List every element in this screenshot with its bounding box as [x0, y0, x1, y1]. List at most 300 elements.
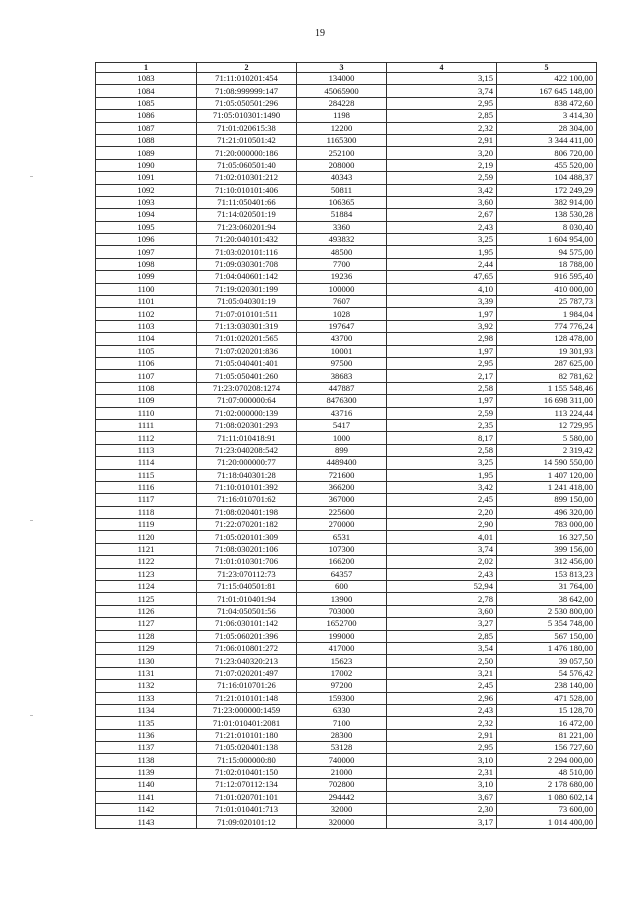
- table-cell: 5417: [297, 419, 387, 431]
- table-cell: 153 813,23: [497, 568, 597, 580]
- table-cell: 366200: [297, 481, 387, 493]
- table-row: [96, 605, 597, 617]
- column-header: 5: [497, 63, 597, 73]
- table-cell: 1,97: [387, 395, 497, 407]
- table-cell: 447887: [297, 382, 387, 394]
- table-cell: 3 414,30: [497, 110, 597, 122]
- table-row: [96, 370, 597, 382]
- table-cell: 1 984,04: [497, 308, 597, 320]
- table-cell: 2,91: [387, 134, 497, 146]
- table-cell: 6330: [297, 704, 387, 716]
- table-cell: 71:13:030301:319: [197, 320, 297, 332]
- table-cell: 1128: [96, 630, 197, 642]
- table-cell: 1116: [96, 481, 197, 493]
- table-cell: 367000: [297, 494, 387, 506]
- table-cell: 3,20: [387, 147, 497, 159]
- table-cell: 48500: [297, 246, 387, 258]
- table-cell: 71:16:010701:26: [197, 680, 297, 692]
- table-cell: 71:10:010101:392: [197, 481, 297, 493]
- table-cell: 455 520,00: [497, 159, 597, 171]
- table-cell: 2,58: [387, 382, 497, 394]
- table-cell: 3,74: [387, 85, 497, 97]
- table-cell: 2,43: [387, 704, 497, 716]
- table-cell: 43716: [297, 407, 387, 419]
- table-cell: 159300: [297, 692, 387, 704]
- table-cell: 31 764,00: [497, 581, 597, 593]
- table-cell: 410 000,00: [497, 283, 597, 295]
- table-cell: 2,32: [387, 717, 497, 729]
- table-cell: 3,15: [387, 73, 497, 85]
- table-cell: 4,10: [387, 283, 497, 295]
- table-cell: 4,01: [387, 531, 497, 543]
- table-row: [96, 122, 597, 134]
- table-cell: 128 478,00: [497, 333, 597, 345]
- table-cell: 16 472,00: [497, 717, 597, 729]
- table-cell: 2,17: [387, 370, 497, 382]
- table-cell: 71:08:999999:147: [197, 85, 297, 97]
- table-cell: 1 476 180,00: [497, 642, 597, 654]
- table-cell: 106365: [297, 196, 387, 208]
- table-cell: 2,43: [387, 568, 497, 580]
- table-cell: 97500: [297, 357, 387, 369]
- table-cell: 3,74: [387, 543, 497, 555]
- table-cell: 1122: [96, 556, 197, 568]
- table-row: [96, 779, 597, 791]
- table-cell: 1132: [96, 680, 197, 692]
- table-cell: 45065900: [297, 85, 387, 97]
- table-row: [96, 432, 597, 444]
- table-cell: 2,59: [387, 172, 497, 184]
- table-cell: 1091: [96, 172, 197, 184]
- table-row: [96, 110, 597, 122]
- table-row: [96, 531, 597, 543]
- table-cell: 225600: [297, 506, 387, 518]
- table-cell: 3,25: [387, 234, 497, 246]
- table-row: [96, 568, 597, 580]
- table-cell: 71:09:030301:708: [197, 258, 297, 270]
- table-cell: 71:11:010418:91: [197, 432, 297, 444]
- table-cell: 5 354 748,00: [497, 618, 597, 630]
- table-row: [96, 481, 597, 493]
- table-row: [96, 196, 597, 208]
- table-cell: 167 645 148,00: [497, 85, 597, 97]
- scan-mark: [30, 176, 33, 177]
- table-cell: 156 727,60: [497, 742, 597, 754]
- scan-mark: [30, 715, 33, 716]
- table-cell: 71:05:020101:309: [197, 531, 297, 543]
- table-cell: 4489400: [297, 457, 387, 469]
- table-cell: 1141: [96, 791, 197, 803]
- table-cell: 1142: [96, 804, 197, 816]
- table-cell: 270000: [297, 519, 387, 531]
- table-cell: 28 304,00: [497, 122, 597, 134]
- table-cell: 1090: [96, 159, 197, 171]
- table-cell: 71:02:000000:139: [197, 407, 297, 419]
- table-row: [96, 593, 597, 605]
- table-cell: 252100: [297, 147, 387, 159]
- table-cell: 1107: [96, 370, 197, 382]
- table-cell: 382 914,00: [497, 196, 597, 208]
- table-cell: 166200: [297, 556, 387, 568]
- table-cell: 71:15:000000:80: [197, 754, 297, 766]
- table-cell: 54 576,42: [497, 667, 597, 679]
- table-cell: 21000: [297, 766, 387, 778]
- table-cell: 1120: [96, 531, 197, 543]
- table-cell: 2,44: [387, 258, 497, 270]
- table-cell: 197647: [297, 320, 387, 332]
- table-cell: 1101: [96, 296, 197, 308]
- table-row: [96, 766, 597, 778]
- table-cell: 2,32: [387, 122, 497, 134]
- table-cell: 71:14:020501:19: [197, 209, 297, 221]
- table-cell: 600: [297, 581, 387, 593]
- table-cell: 71:01:010401:94: [197, 593, 297, 605]
- table-cell: 1106: [96, 357, 197, 369]
- table-cell: 71:23:000000:1459: [197, 704, 297, 716]
- table-cell: 3,60: [387, 605, 497, 617]
- table-cell: 2,30: [387, 804, 497, 816]
- table-cell: 71:20:040101:432: [197, 234, 297, 246]
- table-header-row: [96, 63, 597, 73]
- table-cell: 71:16:010701:62: [197, 494, 297, 506]
- table-cell: 1092: [96, 184, 197, 196]
- table-cell: 1 080 602,14: [497, 791, 597, 803]
- table-cell: 71:23:040320:213: [197, 655, 297, 667]
- table-row: [96, 221, 597, 233]
- table-cell: 1105: [96, 345, 197, 357]
- table-cell: 1 155 548,46: [497, 382, 597, 394]
- table-cell: 703000: [297, 605, 387, 617]
- table-cell: 2,85: [387, 630, 497, 642]
- table-cell: 16 327,50: [497, 531, 597, 543]
- table-row: [96, 692, 597, 704]
- table-cell: 38 642,00: [497, 593, 597, 605]
- table-cell: 7607: [297, 296, 387, 308]
- table-row: [96, 97, 597, 109]
- table-cell: 1,97: [387, 308, 497, 320]
- table-row: [96, 357, 597, 369]
- table-cell: 2,96: [387, 692, 497, 704]
- table-cell: 71:05:020401:138: [197, 742, 297, 754]
- table-cell: 3,17: [387, 816, 497, 828]
- table-cell: 1112: [96, 432, 197, 444]
- table-cell: 1140: [96, 779, 197, 791]
- table-cell: 1,95: [387, 469, 497, 481]
- table-cell: 1123: [96, 568, 197, 580]
- table-cell: 71:21:010501:42: [197, 134, 297, 146]
- table-cell: 71:05:060501:40: [197, 159, 297, 171]
- table-cell: 71:08:030201:106: [197, 543, 297, 555]
- table-cell: 2,45: [387, 494, 497, 506]
- table-cell: 1 014 400,00: [497, 816, 597, 828]
- table-cell: 838 472,60: [497, 97, 597, 109]
- table-cell: 12 729,95: [497, 419, 597, 431]
- table-cell: 238 140,00: [497, 680, 597, 692]
- table-row: [96, 172, 597, 184]
- table-cell: 71:23:070112:73: [197, 568, 297, 580]
- table-cell: 71:01:020201:565: [197, 333, 297, 345]
- table-cell: 2,45: [387, 680, 497, 692]
- table-row: [96, 469, 597, 481]
- table-cell: 71:02:010401:150: [197, 766, 297, 778]
- table-cell: 2,91: [387, 729, 497, 741]
- table-cell: 71:05:050401:260: [197, 370, 297, 382]
- table-cell: 1110: [96, 407, 197, 419]
- table-row: [96, 407, 597, 419]
- table-cell: 3,54: [387, 642, 497, 654]
- table-cell: 3,67: [387, 791, 497, 803]
- table-cell: 8,17: [387, 432, 497, 444]
- table-cell: 104 488,37: [497, 172, 597, 184]
- table-cell: 1085: [96, 97, 197, 109]
- table-cell: 399 156,00: [497, 543, 597, 555]
- table-cell: 3,21: [387, 667, 497, 679]
- table-cell: 1111: [96, 419, 197, 431]
- table-row: [96, 147, 597, 159]
- table-cell: 71:22:070201:182: [197, 519, 297, 531]
- table-cell: 1198: [297, 110, 387, 122]
- table-row: [96, 543, 597, 555]
- table-row: [96, 234, 597, 246]
- table-cell: 71:18:040301:28: [197, 469, 297, 481]
- table-cell: 3,60: [387, 196, 497, 208]
- table-row: [96, 258, 597, 270]
- table-cell: 25 787,73: [497, 296, 597, 308]
- table-cell: 1089: [96, 147, 197, 159]
- table-cell: 2,59: [387, 407, 497, 419]
- table-cell: 3 344 411,00: [497, 134, 597, 146]
- table-row: [96, 159, 597, 171]
- table-cell: 422 100,00: [497, 73, 597, 85]
- table-row: [96, 581, 597, 593]
- table-cell: 1098: [96, 258, 197, 270]
- table-cell: 2,67: [387, 209, 497, 221]
- table-cell: 740000: [297, 754, 387, 766]
- table-cell: 40343: [297, 172, 387, 184]
- table-cell: 1115: [96, 469, 197, 481]
- table-cell: 12200: [297, 122, 387, 134]
- table-row: [96, 296, 597, 308]
- table-cell: 1143: [96, 816, 197, 828]
- table-cell: 71:15:040501:81: [197, 581, 297, 593]
- table-cell: 47,65: [387, 271, 497, 283]
- table-cell: 1083: [96, 73, 197, 85]
- table-cell: 71:07:010101:511: [197, 308, 297, 320]
- table-row: [96, 134, 597, 146]
- table-cell: 71:08:020301:293: [197, 419, 297, 431]
- table-cell: 71:10:010101:406: [197, 184, 297, 196]
- table-cell: 71:07:020201:836: [197, 345, 297, 357]
- table-cell: 39 057,50: [497, 655, 597, 667]
- table-cell: 1000: [297, 432, 387, 444]
- table-cell: 1127: [96, 618, 197, 630]
- table-cell: 312 456,00: [497, 556, 597, 568]
- table-cell: 71:04:050501:56: [197, 605, 297, 617]
- table-row: [96, 271, 597, 283]
- table-row: [96, 816, 597, 828]
- table-row: [96, 804, 597, 816]
- table-cell: 172 249,29: [497, 184, 597, 196]
- table-cell: 53128: [297, 742, 387, 754]
- table-cell: 1,95: [387, 246, 497, 258]
- table-cell: 113 224,44: [497, 407, 597, 419]
- table-cell: 71:07:020201:497: [197, 667, 297, 679]
- table-cell: 417000: [297, 642, 387, 654]
- table-cell: 1137: [96, 742, 197, 754]
- table-cell: 320000: [297, 816, 387, 828]
- table-cell: 1 241 418,00: [497, 481, 597, 493]
- table-cell: 7100: [297, 717, 387, 729]
- data-table: [95, 62, 597, 829]
- table-row: [96, 320, 597, 332]
- table-cell: 71:11:010201:454: [197, 73, 297, 85]
- table-cell: 17002: [297, 667, 387, 679]
- table-cell: 1131: [96, 667, 197, 679]
- table-cell: 71:06:010801:272: [197, 642, 297, 654]
- table-cell: 1 407 120,00: [497, 469, 597, 481]
- table-cell: 1139: [96, 766, 197, 778]
- table-cell: 43700: [297, 333, 387, 345]
- table-cell: 32000: [297, 804, 387, 816]
- table-cell: 3,10: [387, 754, 497, 766]
- page-number: 19: [315, 28, 325, 39]
- table-cell: 73 600,00: [497, 804, 597, 816]
- table-row: [96, 680, 597, 692]
- table-cell: 2,95: [387, 742, 497, 754]
- table-cell: 107300: [297, 543, 387, 555]
- table-cell: 199000: [297, 630, 387, 642]
- table-row: [96, 333, 597, 345]
- table-row: [96, 667, 597, 679]
- table-row: [96, 184, 597, 196]
- table-cell: 1102: [96, 308, 197, 320]
- table-cell: 2,95: [387, 357, 497, 369]
- table-cell: 28300: [297, 729, 387, 741]
- table-cell: 1138: [96, 754, 197, 766]
- table-cell: 100000: [297, 283, 387, 295]
- table-cell: 3,27: [387, 618, 497, 630]
- table-cell: 71:05:050501:296: [197, 97, 297, 109]
- table-cell: 71:20:000000:186: [197, 147, 297, 159]
- table-cell: 1087: [96, 122, 197, 134]
- table-cell: 71:08:020401:198: [197, 506, 297, 518]
- table-cell: 2,95: [387, 97, 497, 109]
- table-cell: 2,78: [387, 593, 497, 605]
- table-cell: 1165300: [297, 134, 387, 146]
- table-cell: 1118: [96, 506, 197, 518]
- table-cell: 2 178 680,00: [497, 779, 597, 791]
- table-cell: 71:03:020101:116: [197, 246, 297, 258]
- table-cell: 64357: [297, 568, 387, 580]
- table-cell: 1104: [96, 333, 197, 345]
- table-row: [96, 246, 597, 258]
- table-row: [96, 642, 597, 654]
- table-cell: 3,39: [387, 296, 497, 308]
- table-cell: 1 604 954,00: [497, 234, 597, 246]
- table-cell: 2,98: [387, 333, 497, 345]
- table-row: [96, 382, 597, 394]
- table-cell: 71:12:070112:134: [197, 779, 297, 791]
- table-cell: 3,42: [387, 481, 497, 493]
- table-cell: 1096: [96, 234, 197, 246]
- table-cell: 287 625,00: [497, 357, 597, 369]
- table-cell: 18 788,00: [497, 258, 597, 270]
- table-cell: 3,25: [387, 457, 497, 469]
- table-row: [96, 444, 597, 456]
- table-cell: 2 319,42: [497, 444, 597, 456]
- table-cell: 71:19:020301:199: [197, 283, 297, 295]
- table-cell: 1109: [96, 395, 197, 407]
- table-cell: 806 720,00: [497, 147, 597, 159]
- column-header: 1: [96, 63, 197, 73]
- table-row: [96, 308, 597, 320]
- table-cell: 1129: [96, 642, 197, 654]
- table-cell: 1124: [96, 581, 197, 593]
- table-cell: 1135: [96, 717, 197, 729]
- table-cell: 81 221,00: [497, 729, 597, 741]
- table-cell: 294442: [297, 791, 387, 803]
- table-cell: 71:09:020101:12: [197, 816, 297, 828]
- table-row: [96, 742, 597, 754]
- table-cell: 19 301,93: [497, 345, 597, 357]
- table-cell: 1103: [96, 320, 197, 332]
- table-cell: 14 590 550,00: [497, 457, 597, 469]
- table-cell: 1097: [96, 246, 197, 258]
- table-row: [96, 519, 597, 531]
- table-row: [96, 729, 597, 741]
- table-cell: 13900: [297, 593, 387, 605]
- table-cell: 8476300: [297, 395, 387, 407]
- table-cell: 567 150,00: [497, 630, 597, 642]
- table-cell: 493832: [297, 234, 387, 246]
- table-cell: 138 530,28: [497, 209, 597, 221]
- scan-mark: [30, 520, 33, 521]
- table-row: [96, 73, 597, 85]
- table-cell: 16 698 311,00: [497, 395, 597, 407]
- table-cell: 134000: [297, 73, 387, 85]
- table-cell: 3,92: [387, 320, 497, 332]
- table-cell: 94 575,00: [497, 246, 597, 258]
- table-row: [96, 704, 597, 716]
- table-cell: 1119: [96, 519, 197, 531]
- table-cell: 15 128,70: [497, 704, 597, 716]
- table-cell: 71:01:010301:706: [197, 556, 297, 568]
- table-cell: 82 781,62: [497, 370, 597, 382]
- table-row: [96, 717, 597, 729]
- table-cell: 2,02: [387, 556, 497, 568]
- table-row: [96, 754, 597, 766]
- table-cell: 8 030,40: [497, 221, 597, 233]
- column-header: 4: [387, 63, 497, 73]
- table-cell: 702800: [297, 779, 387, 791]
- table-row: [96, 395, 597, 407]
- table-cell: 1094: [96, 209, 197, 221]
- table-cell: 3,10: [387, 779, 497, 791]
- table-cell: 1121: [96, 543, 197, 555]
- table-cell: 71:01:010401:2081: [197, 717, 297, 729]
- table-cell: 1086: [96, 110, 197, 122]
- table-cell: 2,35: [387, 419, 497, 431]
- table-cell: 1,97: [387, 345, 497, 357]
- column-header: 2: [197, 63, 297, 73]
- table-cell: 1126: [96, 605, 197, 617]
- table-cell: 51884: [297, 209, 387, 221]
- table-cell: 2,90: [387, 519, 497, 531]
- table-cell: 2 294 000,00: [497, 754, 597, 766]
- table-cell: 71:01:020615:38: [197, 122, 297, 134]
- table-cell: 71:05:040301:19: [197, 296, 297, 308]
- table-cell: 2,50: [387, 655, 497, 667]
